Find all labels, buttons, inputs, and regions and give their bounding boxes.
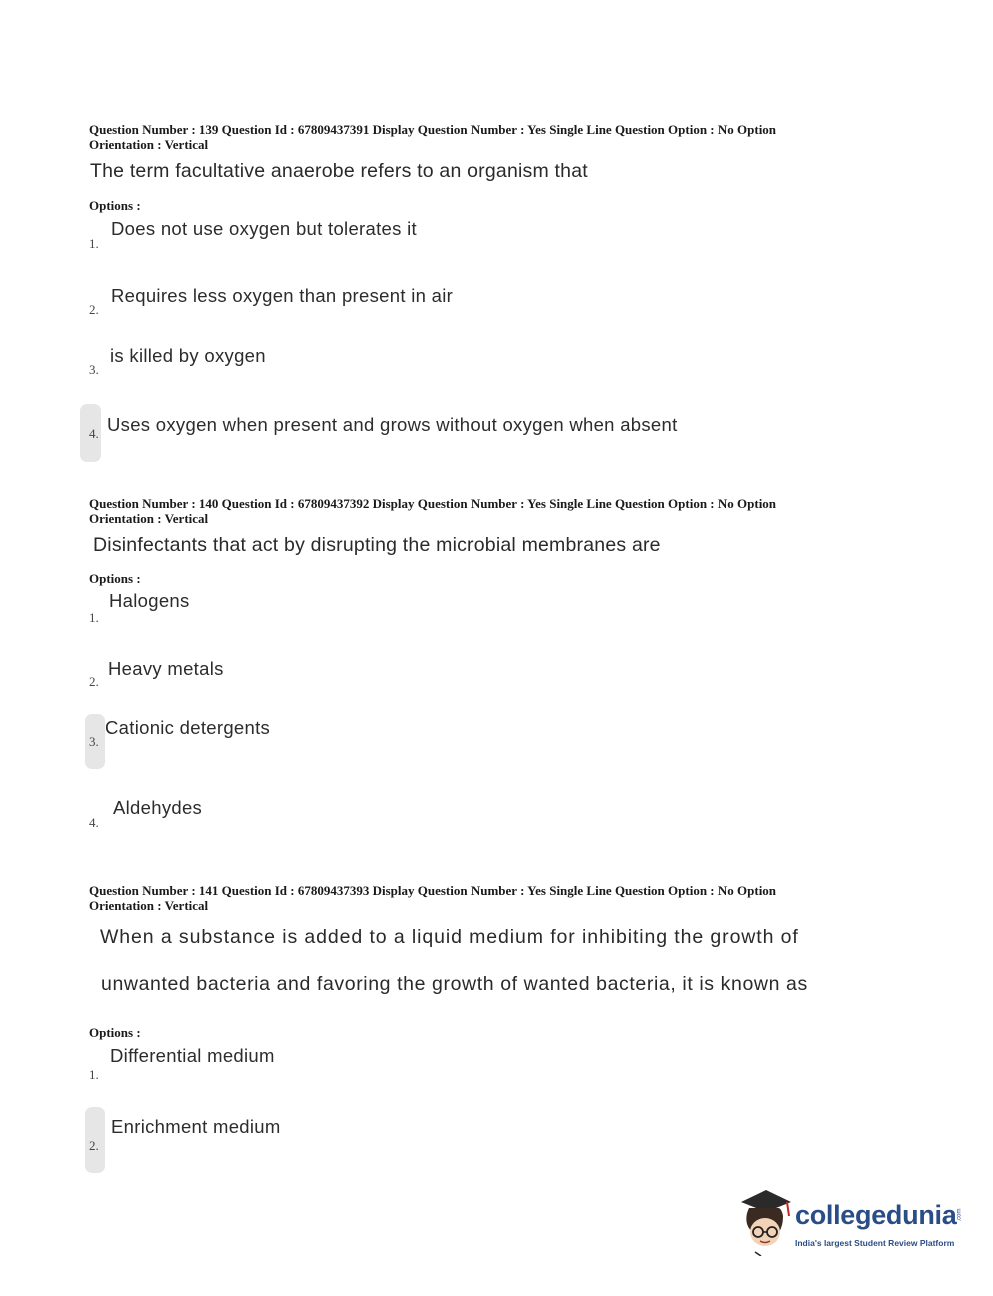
meta-line: Question Number : 141 Question Id : 67809437393 Display Question Number : Yes Single Line Question Option : No Option	[89, 883, 777, 898]
option-number: 2.	[89, 1138, 99, 1153]
option-number: 3.	[89, 734, 99, 749]
meta-line: Question Number : 140 Question Id : 67809437392 Display Question Number : Yes Single Line Question Option : No Option	[89, 496, 777, 511]
option-text[interactable]: Requires less oxygen than present in air	[111, 285, 454, 306]
question-140-meta	[89, 496, 879, 526]
question-141-text-line2: unwanted bacteria and favoring the growth of wanted bacteria, it is known as	[101, 973, 808, 995]
student-mascot-icon	[735, 1186, 797, 1256]
option-text[interactable]: Halogens	[109, 590, 190, 611]
option-text[interactable]: Aldehydes	[113, 797, 203, 818]
logo-tagline: India's largest Student Review Platform	[795, 1238, 955, 1248]
option-text[interactable]: Enrichment medium	[111, 1116, 281, 1137]
meta-line: Orientation : Vertical	[89, 511, 209, 526]
option-number: 1.	[89, 236, 99, 251]
option-number: 4.	[89, 426, 99, 441]
question-141-text-line1: When a substance is added to a liquid medium for inhibiting the growth of	[100, 926, 799, 948]
question-140-text: Disinfectants that act by disrupting the microbial membranes are	[93, 534, 661, 556]
option-number: 4.	[89, 815, 99, 830]
option-number: 3.	[89, 362, 99, 377]
option-number: 2.	[89, 674, 99, 689]
logo-wordmark: collegedunia	[795, 1200, 957, 1230]
option-text[interactable]: Uses oxygen when present and grows without oxygen when absent	[107, 414, 678, 435]
option-number: 2.	[89, 302, 99, 317]
question-141-meta	[89, 883, 879, 913]
option-text[interactable]: Differential medium	[110, 1045, 275, 1066]
option-text[interactable]: Does not use oxygen but tolerates it	[111, 218, 417, 239]
meta-line: Orientation : Vertical	[89, 898, 209, 913]
options-label: Options :	[89, 1025, 141, 1040]
option-number: 1.	[89, 1067, 99, 1082]
option-text[interactable]: is killed by oxygen	[110, 345, 266, 366]
logo-suffix: .com	[956, 1208, 963, 1222]
collegedunia-logo[interactable]	[735, 1186, 965, 1256]
option-text[interactable]: Heavy metals	[108, 658, 224, 679]
meta-line: Orientation : Vertical	[89, 137, 209, 152]
option-text[interactable]: Cationic detergents	[105, 717, 271, 738]
options-label: Options :	[89, 571, 141, 586]
option-number: 1.	[89, 610, 99, 625]
question-139-meta	[89, 122, 879, 152]
question-139-text: The term facultative anaerobe refers to an organism that	[90, 160, 588, 182]
meta-line: Question Number : 139 Question Id : 67809437391 Display Question Number : Yes Single Line Question Option : No Option	[89, 122, 777, 137]
options-label: Options :	[89, 198, 141, 213]
